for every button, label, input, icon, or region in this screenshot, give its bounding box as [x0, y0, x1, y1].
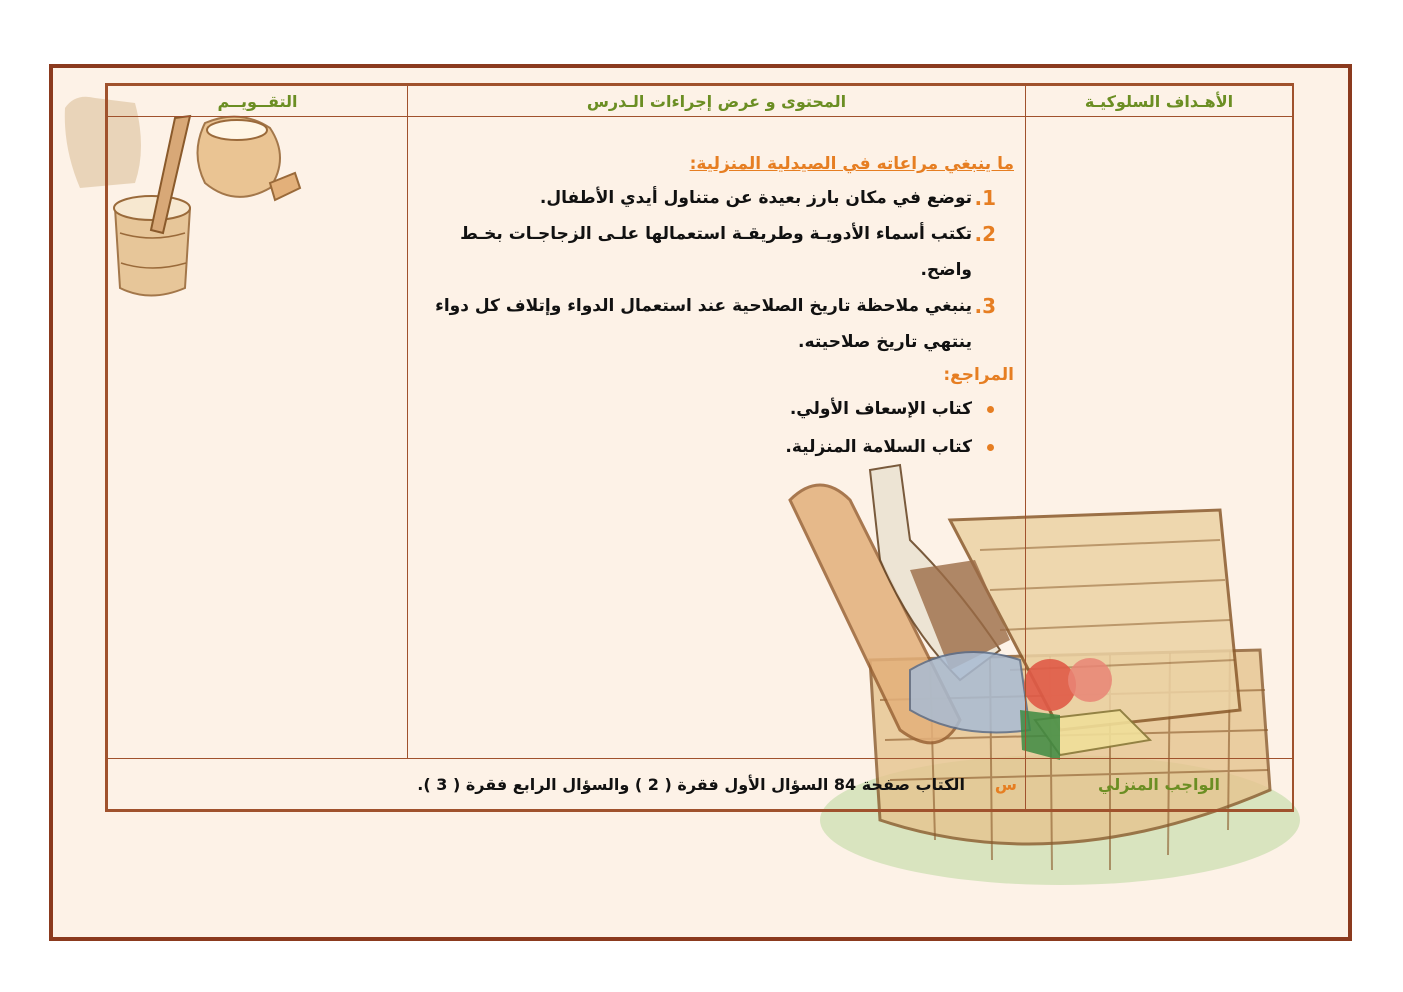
item-text: توضع في مكان بارز بعيدة عن متناول أيدي الأطفال.: [539, 188, 972, 208]
homework-prefix: س: [994, 774, 1017, 794]
lesson-content: [408, 120, 1020, 754]
evaluation-cell: [107, 116, 408, 759]
header-objectives: [1025, 85, 1293, 117]
list-item: [412, 428, 1014, 466]
homework-text-cell: [107, 758, 1026, 810]
item-number: 3.: [974, 294, 996, 318]
homework-text: الكتاب صفحة 84 السؤال الأول فقرة ( 2 ) والسؤال الرابع فقرة ( 3 ).: [417, 774, 965, 794]
header-content-label: المحتوى و عرض إجراءات الـدرس: [586, 91, 847, 111]
item-number: 1.: [974, 186, 996, 210]
item-text: تكتب أسماء الأدويـة وطريقـة استعمالها علـى الزجاجـات بخـط واضح.: [460, 224, 972, 280]
bullet-icon: [987, 444, 994, 451]
header-objectives-label: الأهـداف السلوكيـة: [1084, 91, 1234, 111]
homework-label: الواجب المنزلي: [1098, 774, 1220, 794]
references-heading: المراجع:: [943, 365, 1014, 385]
list-item: [412, 390, 1014, 428]
list-item: [412, 216, 1014, 288]
header-content: [407, 85, 1026, 117]
header-evaluation-label: التقــويــم: [217, 91, 298, 111]
item-text: ينبغي ملاحظة تاريخ الصلاحية عند استعمال الدواء وإتلاف كل دواء ينتهي تاريخ صلاحيته.: [435, 296, 972, 352]
homework-label-cell: [1025, 758, 1293, 810]
bullet-icon: [987, 406, 994, 413]
item-number: 2.: [974, 222, 996, 246]
references-list: [412, 390, 1014, 466]
header-evaluation: [107, 85, 408, 117]
objectives-cell: [1025, 116, 1293, 759]
reference-text: كتاب السلامة المنزلية.: [785, 437, 972, 457]
list-item: [412, 180, 1014, 216]
guidelines-list: [412, 180, 1014, 360]
content-heading: ما ينبغي مراعاته في الصيدلية المنزلية:: [689, 154, 1014, 174]
list-item: [412, 288, 1014, 360]
reference-text: كتاب الإسعاف الأولي.: [789, 399, 972, 419]
